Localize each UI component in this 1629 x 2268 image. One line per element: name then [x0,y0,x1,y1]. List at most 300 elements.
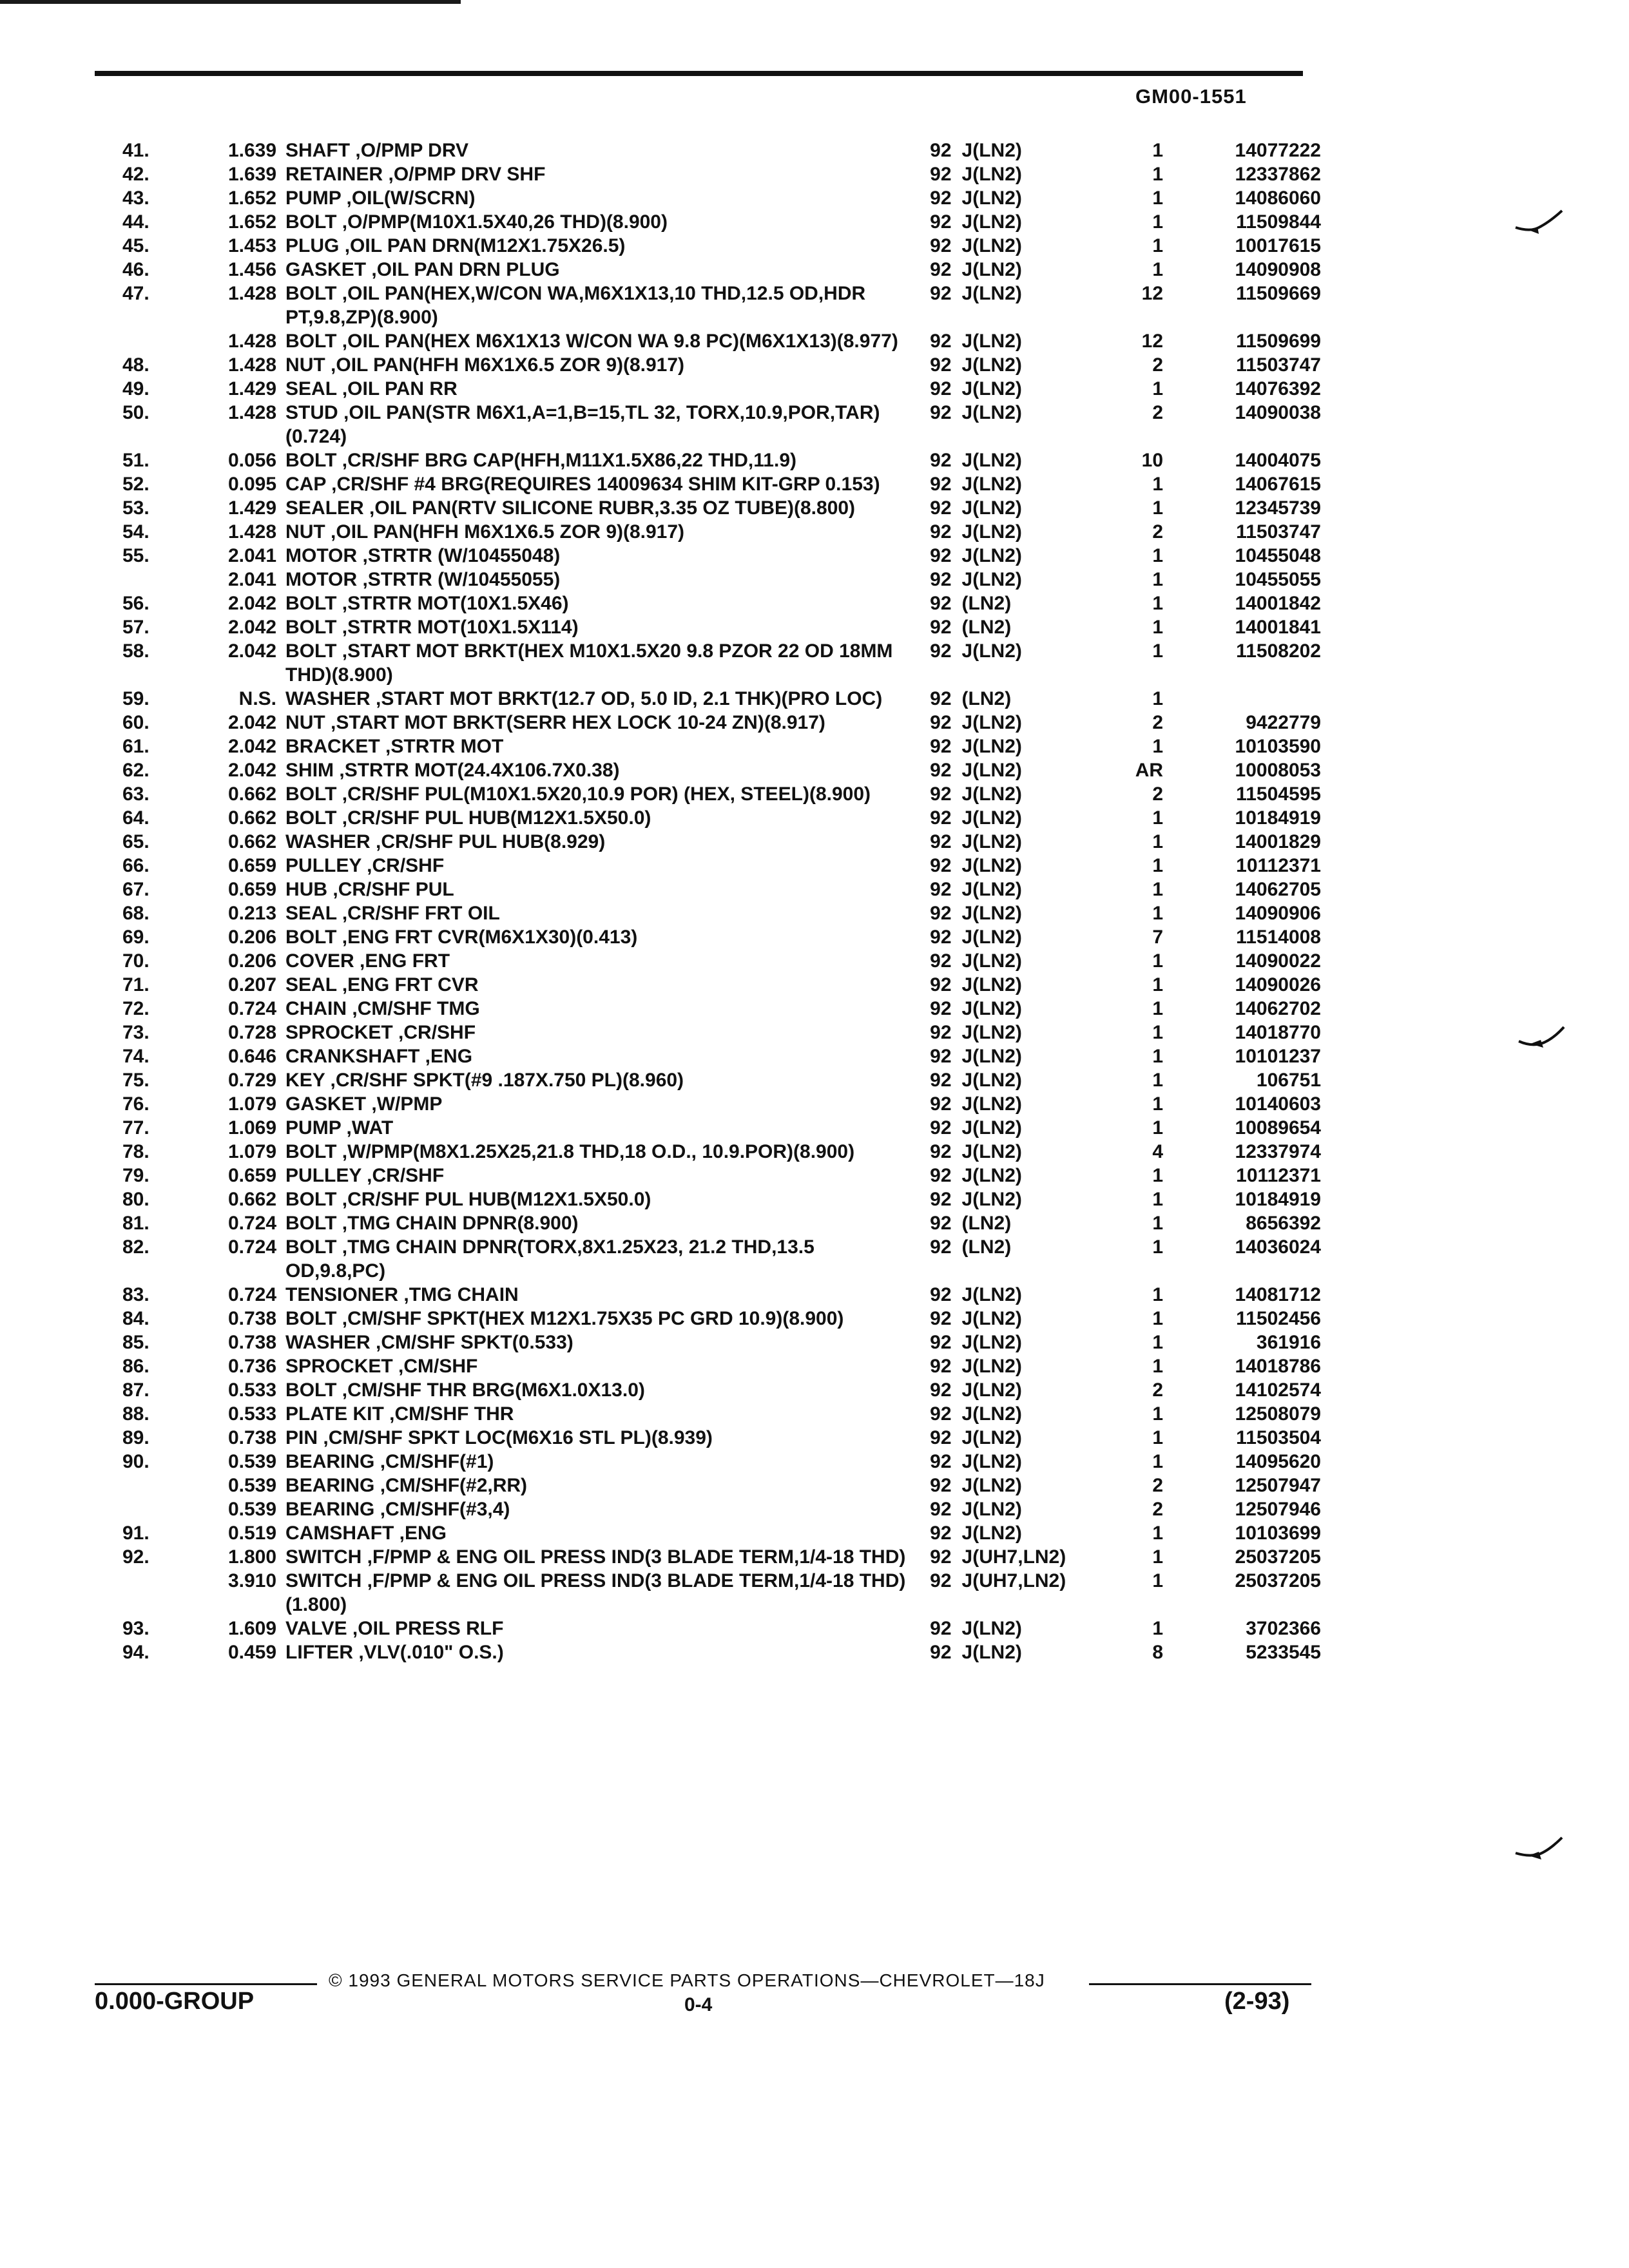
group-number: 1.429 [227,497,277,519]
part-number: 14102574 [1235,1379,1321,1401]
table-row [122,1331,1321,1354]
quantity: 1 [1152,1046,1164,1067]
table-row [122,735,1321,758]
model-code: J(LN2) [961,164,1022,185]
model-code: J(UH7,LN2) [961,1570,1066,1591]
part-description: BOLT ,CR/SHF BRG CAP(HFH,M11X1.5X86,22 THD,11.9) [285,450,796,471]
group-number: 2.042 [227,736,277,757]
group-number: 0.738 [227,1332,277,1353]
part-number: 11514008 [1236,927,1321,948]
quantity: 2 [1152,1475,1164,1496]
model-code: J(LN2) [961,950,1022,972]
table-row [122,258,1321,282]
model-code: J(LN2) [961,1475,1022,1496]
part-description: BOLT ,CR/SHF PUL(M10X1.5X20,10.9 POR) (HEX, STEEL)(8.900) [285,783,871,805]
part-description: WASHER ,CR/SHF PUL HUB(8.929) [285,831,606,852]
model-code: J(LN2) [961,1356,1022,1377]
model-code: J(LN2) [961,211,1022,233]
model-code: J(LN2) [961,1332,1022,1353]
table-row [122,901,1321,925]
part-number: 14067615 [1235,474,1321,495]
part-description: SEAL ,ENG FRT CVR [285,974,479,995]
model-code: J(LN2) [961,283,1022,304]
part-description: CHAIN ,CM/SHF TMG [285,998,480,1019]
group-number: 1.453 [227,235,277,256]
part-description: BOLT ,TMG CHAIN DPNR(TORX,8X1.25X23, 21.2 THD,13.5 OD,9.8,PC) [285,1236,815,1282]
part-number: 25037205 [1235,1570,1321,1591]
table-row [122,949,1321,973]
table-row [122,329,1321,353]
model-year: 92 [930,950,952,972]
quantity: 1 [1152,140,1164,161]
part-description: GASKET ,OIL PAN DRN PLUG [285,259,560,280]
parts-table [122,139,1321,1664]
model-code: (LN2) [961,617,1012,638]
quantity: 1 [1152,1117,1164,1139]
quantity: 1 [1152,1403,1164,1425]
model-code: J(LN2) [961,903,1022,924]
quantity: 8 [1152,1642,1164,1663]
part-description: BOLT ,ENG FRT CVR(M6X1X30)(0.413) [285,927,638,948]
table-row [122,854,1321,878]
model-year: 92 [930,1141,952,1162]
quantity: 2 [1152,402,1164,423]
group-number: 0.056 [227,450,277,471]
model-year: 92 [930,1523,952,1544]
item-number [122,568,190,591]
quantity: 1 [1152,1451,1164,1472]
part-number: 12337862 [1235,164,1321,185]
model-code: J(LN2) [961,974,1022,995]
table-row [122,401,1321,448]
part-number: 10184919 [1235,1189,1321,1210]
model-year: 92 [930,1213,952,1234]
quantity: 1 [1152,545,1164,566]
model-code: J(LN2) [961,1403,1022,1425]
part-description: BOLT ,START MOT BRKT(HEX M10X1.5X20 9.8 PZOR 22 OD 18MM THD)(8.900) [285,640,893,686]
part-number: 11503504 [1236,1427,1321,1448]
item-number [122,1569,190,1617]
part-number: 10140603 [1235,1093,1321,1115]
part-number: 11504595 [1236,783,1321,805]
group-number: 0.207 [227,974,277,995]
model-year: 92 [930,521,952,543]
group-number: 0.736 [227,1356,277,1377]
item-number: 44. [122,211,149,233]
quantity: 10 [1141,450,1164,471]
model-year: 92 [930,807,952,829]
item-number: 52. [122,474,149,495]
part-description: NUT ,START MOT BRKT(SERR HEX LOCK 10-24 ZN)(8.917) [285,712,825,733]
item-number: 86. [122,1356,149,1377]
group-number: 0.539 [227,1475,277,1496]
part-number: 10008053 [1235,760,1321,781]
part-number: 14062705 [1235,879,1321,900]
group-number: 0.662 [227,1189,277,1210]
item-number: 94. [122,1642,149,1663]
quantity: 2 [1152,521,1164,543]
part-description: STUD ,OIL PAN(STR M6X1,A=1,B=15,TL 32, TORX,10.9,POR,TAR)(0.724) [285,402,880,447]
model-year: 92 [930,331,952,352]
group-number: 1.639 [227,140,277,161]
group-number: 1.800 [227,1546,277,1568]
quantity: 1 [1152,211,1164,233]
model-year: 92 [930,783,952,805]
part-description: KEY ,CR/SHF SPKT(#9 .187X.750 PL)(8.960) [285,1070,684,1091]
model-year: 92 [930,569,952,590]
table-row [122,568,1321,591]
quantity: 1 [1152,474,1164,495]
group-number: 1.069 [227,1117,277,1139]
part-number: 361916 [1256,1332,1321,1353]
group-number: 0.095 [227,474,277,495]
model-code: J(LN2) [961,1070,1022,1091]
part-description: RETAINER ,O/PMP DRV SHF [285,164,546,185]
item-number: 62. [122,760,149,781]
part-description: SHAFT ,O/PMP DRV [285,140,468,161]
part-number: 9422779 [1246,712,1321,733]
item-number: 83. [122,1284,149,1305]
table-row [122,448,1321,472]
quantity: 1 [1152,569,1164,590]
part-number: 10103590 [1235,736,1321,757]
model-year: 92 [930,1117,952,1139]
table-row [122,1617,1321,1640]
model-code: J(LN2) [961,1165,1022,1186]
part-description: PUMP ,OIL(W/SCRN) [285,187,476,209]
part-description: PLUG ,OIL PAN DRN(M12X1.75X26.5) [285,235,626,256]
part-description: SEAL ,OIL PAN RR [285,378,458,399]
quantity: 1 [1152,378,1164,399]
table-row [122,234,1321,258]
part-description: HUB ,CR/SHF PUL [285,879,454,900]
item-number: 89. [122,1427,149,1448]
table-row [122,377,1321,401]
item-number: 80. [122,1189,149,1210]
model-code: J(LN2) [961,140,1022,161]
model-code: J(LN2) [961,831,1022,852]
model-year: 92 [930,1379,952,1401]
part-number: 14086060 [1235,187,1321,209]
model-year: 92 [930,1642,952,1663]
footer-rule-left [95,1983,317,1985]
item-number: 64. [122,807,149,829]
model-code: J(LN2) [961,1046,1022,1067]
quantity: 1 [1152,1070,1164,1091]
model-year: 92 [930,855,952,876]
part-number: 11509699 [1236,331,1321,352]
table-row [122,615,1321,639]
table-row [122,687,1321,711]
table-row [122,1021,1321,1044]
quantity: 2 [1152,1499,1164,1520]
quantity: 1 [1152,1570,1164,1591]
table-row [122,1640,1321,1664]
part-description: BEARING ,CM/SHF(#1) [285,1451,494,1472]
group-number: 2.042 [227,760,277,781]
item-number [122,329,190,353]
part-description: CRANKSHAFT ,ENG [285,1046,473,1067]
part-number: 11509669 [1236,283,1321,304]
group-number: 1.079 [227,1093,277,1115]
quantity: 2 [1152,1379,1164,1401]
model-year: 92 [930,211,952,233]
group-number: 0.724 [227,998,277,1019]
group-number: 1.428 [227,521,277,543]
model-year: 92 [930,354,952,376]
quantity: 1 [1152,640,1164,662]
quantity: 1 [1152,736,1164,757]
part-number: 10101237 [1235,1046,1321,1067]
model-year: 92 [930,712,952,733]
group-number: 1.456 [227,259,277,280]
group-number: 1.428 [227,283,277,304]
quantity: 1 [1152,259,1164,280]
part-description: BOLT ,STRTR MOT(10X1.5X114) [285,617,579,638]
item-number: 82. [122,1236,149,1258]
part-number: 5233545 [1246,1642,1321,1663]
check-mark-icon [1518,1024,1569,1050]
model-code: J(LN2) [961,1618,1022,1639]
part-description: BOLT ,OIL PAN(HEX,W/CON WA,M6X1X13,10 THD,12.5 OD,HDR PT,9.8,ZP)(8.900) [285,283,866,328]
item-number: 45. [122,235,149,256]
quantity: 1 [1152,1356,1164,1377]
model-code: J(LN2) [961,1093,1022,1115]
group-number: 0.459 [227,1642,277,1663]
table-row [122,973,1321,997]
table-row [122,1450,1321,1474]
model-code: J(LN2) [961,1499,1022,1520]
model-year: 92 [930,378,952,399]
quantity: 12 [1141,283,1164,304]
part-description: LIFTER ,VLV(.010" O.S.) [285,1642,504,1663]
table-row [122,1283,1321,1307]
model-code: J(LN2) [961,331,1022,352]
model-code: J(LN2) [961,1117,1022,1139]
part-description: SPROCKET ,CM/SHF [285,1356,478,1377]
item-number: 93. [122,1618,149,1639]
part-number: 14001829 [1235,831,1321,852]
table-row [122,758,1321,782]
part-number: 14090908 [1235,259,1321,280]
group-number: 0.213 [227,903,277,924]
part-description: SEAL ,CR/SHF FRT OIL [285,903,500,924]
group-number: 0.738 [227,1427,277,1448]
model-code: J(LN2) [961,545,1022,566]
item-number: 76. [122,1093,149,1115]
part-number: 14090026 [1235,974,1321,995]
item-number: 60. [122,712,149,733]
item-number: 79. [122,1165,149,1186]
quantity: 1 [1152,998,1164,1019]
group-number: 1.428 [227,331,277,352]
table-row [122,186,1321,210]
item-number: 91. [122,1523,149,1544]
copyright-notice: © 1993 GENERAL MOTORS SERVICE PARTS OPERATIONS—CHEVROLET—18J [329,1970,1045,1990]
group-number: 2.041 [227,569,277,590]
model-code: J(LN2) [961,807,1022,829]
part-number: 14018770 [1235,1022,1321,1043]
item-number: 43. [122,187,149,209]
model-year: 92 [930,259,952,280]
item-number: 72. [122,998,149,1019]
model-code: J(LN2) [961,1427,1022,1448]
part-description: VALVE ,OIL PRESS RLF [285,1618,504,1639]
group-number: 0.724 [227,1284,277,1305]
table-row [122,1497,1321,1521]
model-year: 92 [930,640,952,662]
table-row [122,878,1321,901]
group-number: 2.041 [227,545,277,566]
model-code: J(LN2) [961,1379,1022,1401]
header-rule [95,71,1303,76]
part-number: 14001842 [1235,593,1321,614]
table-row [122,162,1321,186]
table-row [122,830,1321,854]
quantity: 1 [1152,950,1164,972]
part-description: BOLT ,CM/SHF THR BRG(M6X1.0X13.0) [285,1379,645,1401]
part-number: 25037205 [1235,1546,1321,1568]
item-number: 78. [122,1141,149,1162]
model-year: 92 [930,187,952,209]
table-row [122,1354,1321,1378]
part-number: 10112371 [1236,855,1321,876]
model-code: J(LN2) [961,187,1022,209]
quantity: 1 [1152,1236,1164,1258]
part-number: 11509844 [1236,211,1321,233]
item-number: 48. [122,354,149,376]
model-year: 92 [930,1189,952,1210]
quantity: AR [1135,760,1164,781]
part-description: SHIM ,STRTR MOT(24.4X106.7X0.38) [285,760,620,781]
model-year: 92 [930,545,952,566]
model-year: 92 [930,1165,952,1186]
table-row [122,1211,1321,1235]
group-number: 0.738 [227,1308,277,1329]
scan-edge-rule [0,0,461,4]
model-code: (LN2) [961,593,1012,614]
group-number: 1.652 [227,187,277,209]
group-number: 1.079 [227,1141,277,1162]
group-number: 0.659 [227,1165,277,1186]
table-row [122,1235,1321,1283]
item-number: 53. [122,497,149,519]
item-number: 92. [122,1546,149,1568]
table-row [122,639,1321,687]
item-number: 75. [122,1070,149,1091]
quantity: 1 [1152,1546,1164,1568]
quantity: 1 [1152,855,1164,876]
revision-date: (2-93) [1224,1988,1290,2015]
model-code: J(LN2) [961,1189,1022,1210]
part-number: 14036024 [1235,1236,1321,1258]
part-number: 11503747 [1236,354,1321,376]
group-label: 0.000-GROUP [95,1988,255,2015]
model-code: J(LN2) [961,474,1022,495]
item-number: 88. [122,1403,149,1425]
model-year: 92 [930,283,952,304]
quantity: 1 [1152,1022,1164,1043]
item-number: 41. [122,140,149,161]
model-year: 92 [930,593,952,614]
part-number: 14095620 [1235,1451,1321,1472]
quantity: 1 [1152,879,1164,900]
table-row [122,1402,1321,1426]
model-year: 92 [930,1356,952,1377]
quantity: 1 [1152,1213,1164,1234]
part-description: BOLT ,TMG CHAIN DPNR(8.900) [285,1213,579,1234]
part-description: BOLT ,CR/SHF PUL HUB(M12X1.5X50.0) [285,1189,651,1210]
part-description: WASHER ,CM/SHF SPKT(0.533) [285,1332,574,1353]
model-year: 92 [930,974,952,995]
part-number: 10184919 [1235,807,1321,829]
check-mark-icon [1514,1836,1566,1862]
model-code: (LN2) [961,1236,1012,1258]
quantity: 1 [1152,1308,1164,1329]
quantity: 1 [1152,831,1164,852]
item-number: 71. [122,974,149,995]
table-row [122,1068,1321,1092]
item-number: 46. [122,259,149,280]
model-year: 92 [930,879,952,900]
model-year: 92 [930,736,952,757]
item-number: 50. [122,402,149,423]
model-year: 92 [930,1475,952,1496]
group-number: 2.042 [227,617,277,638]
table-row [122,1474,1321,1497]
table-row [122,353,1321,377]
part-number [1163,687,1321,711]
part-description: NUT ,OIL PAN(HFH M6X1X6.5 ZOR 9)(8.917) [285,354,685,376]
part-description: SPROCKET ,CR/SHF [285,1022,476,1043]
group-number: 0.662 [227,807,277,829]
model-code: J(LN2) [961,783,1022,805]
part-description: GASKET ,W/PMP [285,1093,443,1115]
group-number: 0.662 [227,831,277,852]
item-number [122,1474,190,1497]
part-description: NUT ,OIL PAN(HFH M6X1X6.5 ZOR 9)(8.917) [285,521,685,543]
model-code: J(LN2) [961,640,1022,662]
model-code: J(LN2) [961,927,1022,948]
document-id: GM00-1551 [1135,85,1247,108]
model-year: 92 [930,1284,952,1305]
part-number: 12337974 [1235,1141,1321,1162]
part-description: BOLT ,CR/SHF PUL HUB(M12X1.5X50.0) [285,807,651,829]
quantity: 1 [1152,235,1164,256]
quantity: 1 [1152,497,1164,519]
quantity: 2 [1152,712,1164,733]
part-description: BEARING ,CM/SHF(#3,4) [285,1499,510,1520]
item-number: 81. [122,1213,149,1234]
model-year: 92 [930,1093,952,1115]
item-number: 85. [122,1332,149,1353]
part-number: 10089654 [1235,1117,1321,1139]
part-number: 14004075 [1235,450,1321,471]
model-code: J(LN2) [961,450,1022,471]
model-code: J(LN2) [961,736,1022,757]
part-description: BOLT ,W/PMP(M8X1.25X25,21.8 THD,18 O.D., 10.9.POR)(8.900) [285,1141,855,1162]
item-number: 87. [122,1379,149,1401]
group-number: 0.662 [227,783,277,805]
table-row [122,139,1321,162]
item-number: 49. [122,378,149,399]
model-year: 92 [930,1070,952,1091]
item-number: 84. [122,1308,149,1329]
part-number: 10103699 [1235,1523,1321,1544]
model-code: (LN2) [961,1213,1012,1234]
quantity: 1 [1152,1332,1164,1353]
model-code: J(LN2) [961,235,1022,256]
